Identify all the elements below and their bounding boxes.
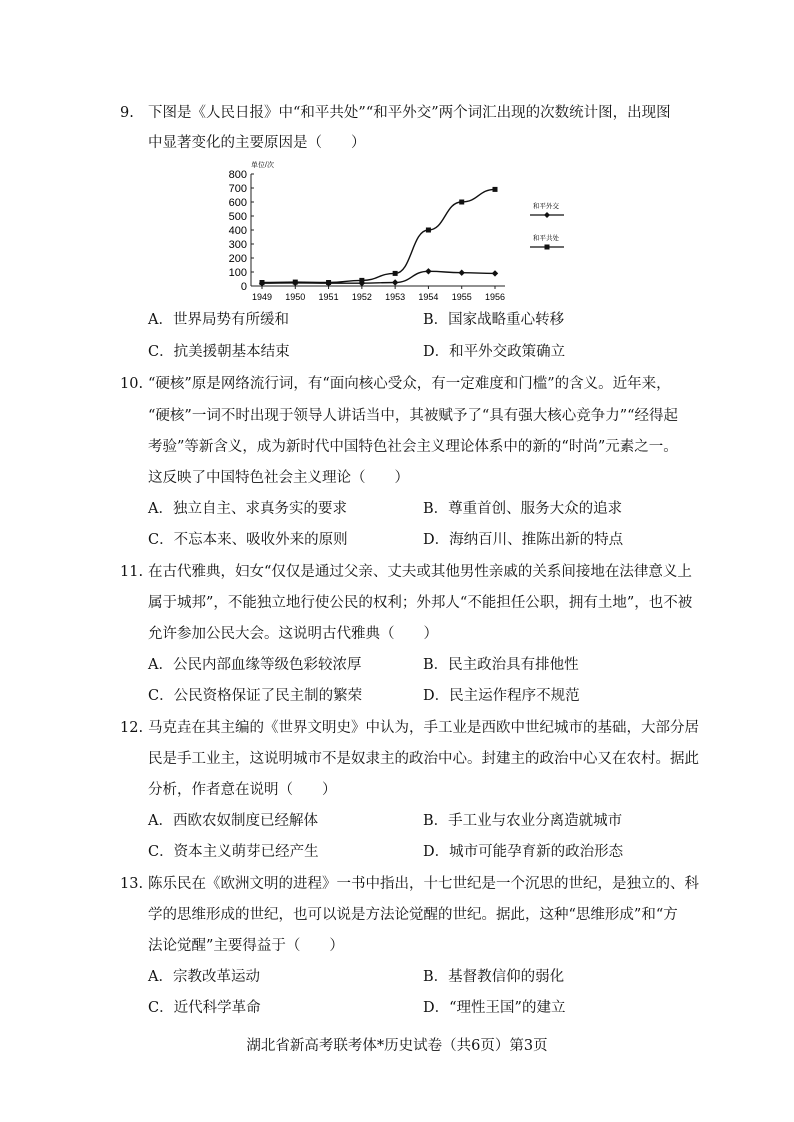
option-d[interactable]: D．和平外交政策确立 bbox=[423, 344, 566, 360]
data-point-diamond bbox=[492, 270, 498, 276]
x-tick-label: 1956 bbox=[484, 292, 506, 302]
option-d[interactable]: D．“理性王国”的建立 bbox=[423, 1000, 566, 1016]
data-point-square bbox=[326, 280, 331, 285]
y-tick-label: 0 bbox=[240, 281, 247, 293]
question-stem-line: 下图是《人民日报》中“和平共处”“和平外交”两个词汇出现的次数统计图，出现图 bbox=[148, 105, 671, 121]
y-tick-label: 600 bbox=[228, 197, 247, 209]
option-b[interactable]: B．基督教信仰的弱化 bbox=[423, 969, 565, 985]
y-tick-label: 100 bbox=[228, 267, 247, 279]
data-point-square bbox=[260, 280, 265, 285]
x-tick-label: 1950 bbox=[285, 292, 306, 302]
y-tick-label: 500 bbox=[228, 211, 247, 223]
question-stem-line: 学的思维形成的世纪，也可以说是方法论觉醒的世纪。据此，这种“思维形成”和“方 bbox=[148, 907, 678, 923]
x-tick-label: 1949 bbox=[251, 292, 273, 302]
option-b[interactable]: B．尊重首创、服务大众的追求 bbox=[423, 501, 623, 517]
x-tick-label: 1954 bbox=[418, 292, 439, 302]
y-tick-label: 700 bbox=[228, 183, 247, 195]
question-stem-line: “硬核”一词不时出现于领导人讲话当中，其被赋予了“具有强大核心竞争力”“经得起 bbox=[148, 408, 679, 424]
data-point-square bbox=[359, 278, 364, 283]
option-a[interactable]: A．公民内部血缘等级色彩较浓厚 bbox=[148, 657, 362, 673]
data-point-square bbox=[493, 187, 498, 192]
data-point-diamond bbox=[392, 279, 398, 285]
data-point-diamond bbox=[459, 270, 465, 276]
question-stem-line: “硬核”原是网络流行词，有“面向核心受众，有一定难度和门槛”的含义。近年来， bbox=[148, 376, 671, 392]
y-tick-label: 800 bbox=[228, 169, 247, 181]
option-c[interactable]: C．不忘本来、吸收外来的原则 bbox=[148, 532, 348, 548]
option-d[interactable]: D．海纳百川、推陈出新的特点 bbox=[423, 532, 624, 548]
data-point-diamond bbox=[425, 268, 431, 274]
x-tick-label: 1955 bbox=[451, 292, 472, 302]
legend-marker-square bbox=[545, 245, 550, 250]
option-c[interactable]: C．近代科学革命 bbox=[148, 1000, 261, 1016]
question-stem-line: 中显著变化的主要原因是（ ） bbox=[148, 135, 366, 151]
question-stem-line: 分析，作者意在说明（ ） bbox=[148, 782, 337, 798]
option-a[interactable]: A．西欧农奴制度已经解体 bbox=[148, 813, 318, 829]
question-stem-line: 属于城邦”，不能独立地行使公民的权利；外邦人“不能担任公职，拥有土地”，也不被 bbox=[148, 595, 693, 611]
question-number: 12. bbox=[120, 720, 144, 736]
option-a[interactable]: A．宗教改革运动 bbox=[148, 969, 260, 985]
question-number: 9. bbox=[120, 105, 134, 121]
y-axis-label: 单位/次 bbox=[251, 162, 274, 169]
x-tick-label: 1951 bbox=[318, 292, 339, 302]
question-stem-line: 民是手工业主，这说明城市不是奴隶主的政治中心。封建主的政治中心又在农村。据此 bbox=[148, 751, 699, 767]
option-d[interactable]: D．民主运作程序不规范 bbox=[423, 688, 580, 704]
question-number: 11. bbox=[120, 564, 144, 580]
legend-label: 和平外交 bbox=[533, 203, 559, 210]
line-chart bbox=[225, 158, 605, 308]
page-footer: 湖北省新高考联考体*历史试卷（共6页）第3页 bbox=[246, 1038, 548, 1054]
option-a[interactable]: A．世界局势有所缓和 bbox=[148, 312, 289, 328]
data-point-square bbox=[293, 280, 298, 285]
legend-label: 和平共处 bbox=[533, 235, 559, 242]
option-c[interactable]: C．抗美援朝基本结束 bbox=[148, 344, 290, 360]
option-c[interactable]: C．资本主义萌芽已经产生 bbox=[148, 844, 319, 860]
question-stem-line: 陈乐民在《欧洲文明的进程》一书中指出，十七世纪是一个沉思的世纪，是独立的、科 bbox=[148, 876, 699, 892]
option-b[interactable]: B．民主政治具有排他性 bbox=[423, 657, 579, 673]
option-c[interactable]: C．公民资格保证了民主制的繁荣 bbox=[148, 688, 363, 704]
question-stem-line: 允许参加公民大会。这说明古代雅典（ ） bbox=[148, 626, 438, 642]
x-tick-label: 1953 bbox=[385, 292, 406, 302]
question-stem-line: 考验”等新含义，成为新时代中国特色社会主义理论体系中的新的“时尚”元素之一。 bbox=[148, 439, 678, 455]
option-a[interactable]: A．独立自主、求真务实的要求 bbox=[148, 501, 347, 517]
y-tick-label: 300 bbox=[228, 239, 247, 251]
data-point-square bbox=[393, 271, 398, 276]
question-stem-line: 这反映了中国特色社会主义理论（ ） bbox=[148, 470, 409, 486]
option-d[interactable]: D．城市可能孕育新的政治形态 bbox=[423, 844, 624, 860]
y-tick-label: 200 bbox=[228, 253, 247, 265]
x-tick-label: 1952 bbox=[351, 292, 372, 302]
question-stem-line: 马克垚在其主编的《世界文明史》中认为，手工业是西欧中世纪城市的基础，大部分居 bbox=[148, 720, 699, 736]
legend-marker-diamond bbox=[544, 212, 550, 218]
question-number: 10. bbox=[120, 376, 144, 392]
option-b[interactable]: B．国家战略重心转移 bbox=[423, 312, 565, 328]
option-b[interactable]: B．手工业与农业分离造就城市 bbox=[423, 813, 623, 829]
data-point-square bbox=[459, 200, 464, 205]
question-stem-line: 法论觉醒”主要得益于（ ） bbox=[148, 938, 344, 954]
data-point-square bbox=[426, 228, 431, 233]
question-number: 13. bbox=[120, 876, 144, 892]
question-stem-line: 在古代雅典，妇女“仅仅是通过父亲、丈夫或其他男性亲戚的关系间接地在法律意义上 bbox=[148, 564, 692, 580]
y-tick-label: 400 bbox=[228, 225, 247, 237]
